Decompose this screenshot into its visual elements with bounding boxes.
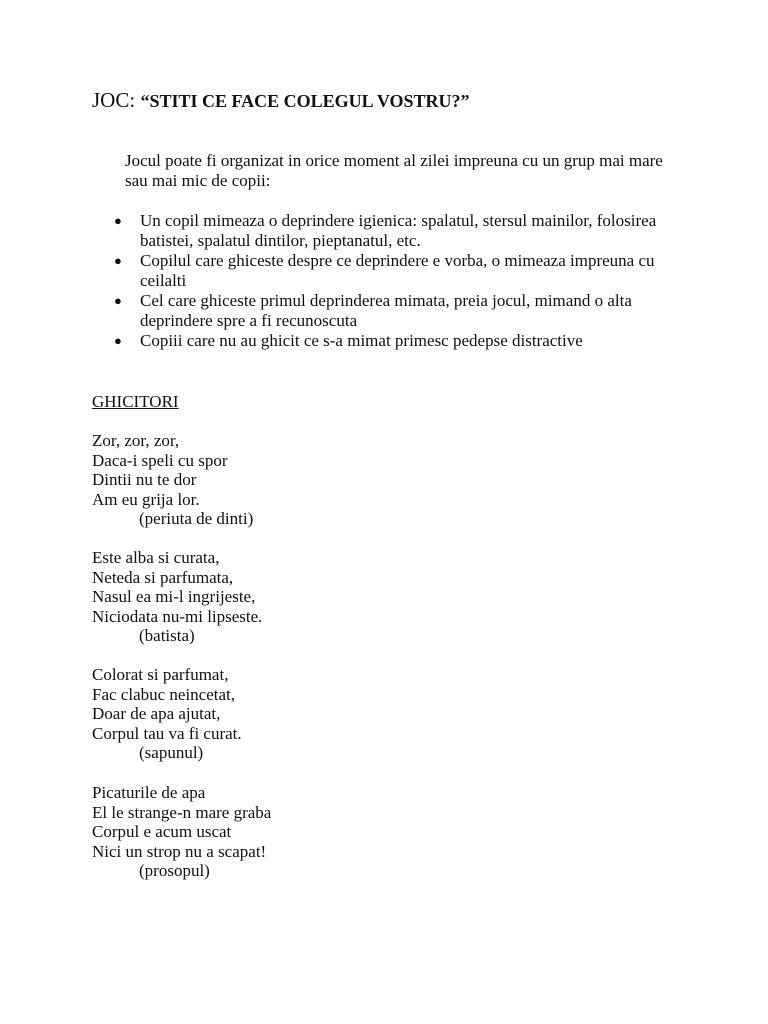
riddle-line: Nasul ea mi-l ingrijeste,	[92, 587, 256, 606]
riddle-line: Fac clabuc neincetat,	[92, 684, 236, 704]
riddle	[92, 665, 242, 763]
title-prefix: JOC:	[92, 88, 136, 112]
riddle-line: Am eu grija lor.	[92, 489, 200, 509]
riddle-line: Corpul e acum uscat	[92, 822, 232, 841]
bullet-icon: ●	[114, 253, 122, 268]
list-item-text: Copilul care ghiceste despre ce deprindere e vorba, o mimeaza impreuna cu ceilalti	[140, 251, 655, 290]
title-quote: “STITI CE FACE COLEGUL VOSTRU?”	[140, 91, 470, 111]
riddle-answer: (sapunul)	[139, 743, 204, 762]
rules-list	[104, 211, 694, 351]
list-item	[104, 331, 694, 351]
riddle-line: Nici un strop nu a scapat!	[92, 841, 267, 861]
riddle-line: Este alba si curata,	[92, 548, 220, 567]
list-item	[104, 251, 694, 291]
riddle-line: Corpul tau va fi curat.	[92, 723, 242, 743]
list-item-text: Un copil mimeaza o deprindere igienica: spalatul, stersul mainilor, folosirea batistei, spalatul dintilor, pieptanatul, etc.	[140, 211, 657, 250]
riddles-heading: GHICITORI	[92, 392, 179, 411]
bullet-icon: ●	[114, 213, 122, 228]
riddle-line: Zor, zor, zor,	[92, 431, 180, 450]
riddle-line: Daca-i speli cu spor	[92, 450, 228, 470]
riddle-line: El le strange-n mare graba	[92, 802, 272, 822]
riddle-line: Niciodata nu-mi lipseste.	[92, 606, 263, 626]
riddle-line: Dintii nu te dor	[92, 470, 197, 489]
riddle-line: Doar de apa ajutat,	[92, 704, 221, 723]
riddle-line: Neteda si parfumata,	[92, 567, 234, 587]
riddle	[92, 548, 262, 646]
list-item	[104, 211, 694, 251]
bullet-icon: ●	[114, 333, 122, 348]
riddle-answer: (prosopul)	[139, 861, 210, 880]
riddle-answer: (periuta de dinti)	[139, 509, 254, 528]
list-item-text: Cel care ghiceste primul deprinderea mimata, preia jocul, mimand o alta deprindere spre a fi recunoscuta	[140, 291, 632, 330]
list-item	[104, 291, 694, 331]
page-title	[92, 88, 470, 113]
list-item-text: Copiii care nu au ghicit ce s-a mimat primesc pedepse distractive	[140, 331, 583, 350]
riddle	[92, 783, 271, 881]
riddle-line: Colorat si parfumat,	[92, 665, 229, 684]
bullet-icon: ●	[114, 293, 122, 308]
riddle	[92, 431, 253, 529]
intro-paragraph: Jocul poate fi organizat in orice moment al zilei impreuna cu un grup mai mare sau mai mic de copii:	[125, 151, 663, 190]
riddle-line: Picaturile de apa	[92, 783, 206, 802]
riddle-answer: (batista)	[139, 626, 195, 645]
